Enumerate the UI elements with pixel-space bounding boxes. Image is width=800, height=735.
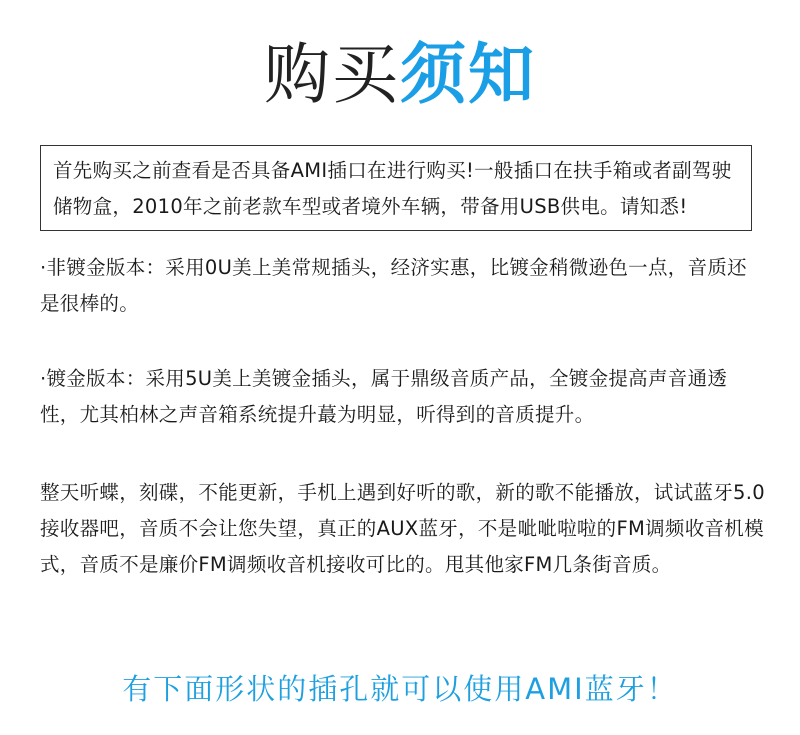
paragraph-non-gold-version: ·非镀金版本：采用0U美上美常规插头，经济实惠，比镀金稍微逊色一点，音质还是很棒的。	[40, 256, 747, 315]
paragraph-bluetooth-description: 整天听蝶，刻碟，不能更新，手机上遇到好听的歌，新的歌不能播放，试试蓝牙5.0接收器吧，音质不会让您失望，真正的AUX蓝牙，不是呲呲啦啦的FM调频收音机模式，音质不是廉价FM调频收音机接收可比的。甩其他家FM几条街音质。	[40, 481, 765, 576]
paragraph-gold-version: ·镀金版本：采用5U美上美镀金插头，属于鼎级音质产品，全镀金提高声音通透性，尤其柏林之声音箱系统提升蕞为明显，听得到的音质提升。	[40, 367, 728, 426]
notice-box: 首先购买之前查看是否具备AMI插口在进行购买!一般插口在扶手箱或者副驾驶储物盒，2010年之前老款车型或者境外车辆，带备用USB供电。请知悉!	[40, 145, 752, 231]
page-title-part1: 购买	[264, 36, 400, 113]
page-title	[0, 30, 800, 120]
page-title-part2: 须知	[400, 36, 536, 113]
footer-caption: 有下面形状的插孔就可以使用AMI蓝牙！	[122, 672, 678, 706]
